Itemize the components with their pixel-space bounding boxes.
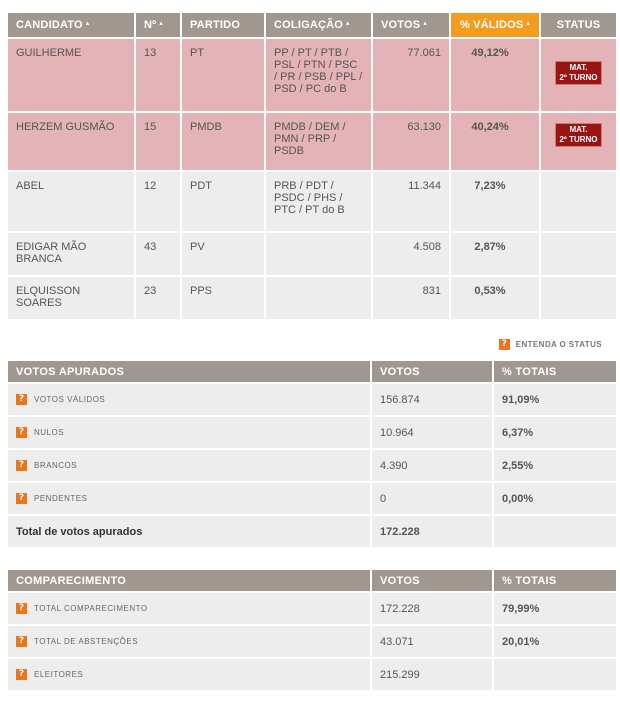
summary-votes: 215.299 xyxy=(372,659,492,690)
sort-arrow-icon: ▴ xyxy=(159,20,164,27)
candidate-status xyxy=(541,113,616,170)
candidate-votes: 4.508 xyxy=(373,233,449,275)
candidate-pct: 7,23% xyxy=(451,172,539,231)
summary-row xyxy=(8,483,616,514)
summary-row xyxy=(8,659,616,690)
candidate-party: PV xyxy=(182,233,264,275)
summary-row xyxy=(8,417,616,448)
summary-votes: 156.874 xyxy=(372,384,492,415)
candidate-party: PDT xyxy=(182,172,264,231)
help-icon: ? xyxy=(499,339,510,350)
votos-apurados-table xyxy=(6,359,618,549)
candidate-status xyxy=(541,39,616,111)
summary-label: ? PENDENTES xyxy=(8,483,370,514)
total-row xyxy=(8,516,616,547)
total-label: Total de votos apurados xyxy=(8,516,370,547)
candidate-pct: 49,12% xyxy=(451,39,539,111)
summary-pct xyxy=(494,659,616,690)
help-icon[interactable]: ? xyxy=(16,669,27,680)
summary-pct: 2,55% xyxy=(494,450,616,481)
candidate-row xyxy=(8,233,616,275)
votos-apurados-header-row xyxy=(8,361,616,382)
help-icon[interactable]: ? xyxy=(16,636,27,647)
sort-arrow-icon: ▴ xyxy=(346,20,350,27)
sort-arrow-icon: ▴ xyxy=(423,20,428,27)
help-icon[interactable]: ? xyxy=(16,493,27,504)
summary-pct: 91,09% xyxy=(494,384,616,415)
col-header-votos[interactable]: VOTOS ▴ xyxy=(373,13,449,37)
help-icon[interactable]: ? xyxy=(16,394,27,405)
candidate-number: 23 xyxy=(136,277,180,319)
candidate-row xyxy=(8,277,616,319)
status-badge: MAT. 2º TURNO xyxy=(555,61,601,85)
col-header-votos: VOTOS xyxy=(372,570,492,591)
help-icon[interactable]: ? xyxy=(16,427,27,438)
summary-label: ? NULOS xyxy=(8,417,370,448)
summary-label: ? BRANCOS xyxy=(8,450,370,481)
summary-row xyxy=(8,384,616,415)
summary-row xyxy=(8,593,616,624)
candidate-coalition: PRB / PDT / PSDC / PHS / PTC / PT do B xyxy=(266,172,371,231)
col-header-status: STATUS xyxy=(541,13,616,37)
candidate-row xyxy=(8,172,616,231)
summary-label: ? TOTAL COMPARECIMENTO xyxy=(8,593,370,624)
candidate-number: 13 xyxy=(136,39,180,111)
summary-votes: 10.964 xyxy=(372,417,492,448)
col-header-candidato[interactable]: CANDIDATO ▴ xyxy=(8,13,134,37)
candidate-party: PMDB xyxy=(182,113,264,170)
col-header-numero[interactable]: Nº ▴ xyxy=(136,13,180,37)
total-votes: 172.228 xyxy=(372,516,492,547)
col-header-totais: % TOTAIS xyxy=(494,570,616,591)
sort-arrow-icon: ▴ xyxy=(85,20,90,27)
candidate-coalition: PP / PT / PTB / PSL / PTN / PSC / PR / PSB / PPL / PSD / PC do B xyxy=(266,39,371,111)
status-help-link[interactable] xyxy=(499,339,602,350)
comparecimento-title: COMPARECIMENTO xyxy=(8,570,370,591)
col-header-validos[interactable]: % VÁLIDOS ▴ xyxy=(451,13,539,37)
candidate-coalition: PMDB / DEM / PMN / PRP / PSDB xyxy=(266,113,371,170)
candidate-pct: 2,87% xyxy=(451,233,539,275)
votos-apurados-title: VOTOS APURADOS xyxy=(8,361,370,382)
summary-pct: 20,01% xyxy=(494,626,616,657)
candidate-status xyxy=(541,172,616,231)
candidate-coalition xyxy=(266,233,371,275)
candidate-votes: 11.344 xyxy=(373,172,449,231)
summary-votes: 43.071 xyxy=(372,626,492,657)
summary-label: ? ELEITORES xyxy=(8,659,370,690)
sort-arrow-icon: ▴ xyxy=(526,20,531,27)
help-icon[interactable]: ? xyxy=(16,460,27,471)
summary-label: ? TOTAL DE ABSTENÇÕES xyxy=(8,626,370,657)
col-header-coligacao[interactable]: COLIGAÇÃO ▴ xyxy=(266,13,371,37)
candidate-status xyxy=(541,277,616,319)
candidate-status xyxy=(541,233,616,275)
col-header-partido: PARTIDO xyxy=(182,13,264,37)
summary-votes: 4.390 xyxy=(372,450,492,481)
candidates-table xyxy=(6,11,618,321)
candidate-votes: 831 xyxy=(373,277,449,319)
help-icon[interactable]: ? xyxy=(16,603,27,614)
summary-pct: 79,99% xyxy=(494,593,616,624)
candidate-pct: 40,24% xyxy=(451,113,539,170)
summary-votes: 172.228 xyxy=(372,593,492,624)
candidate-number: 15 xyxy=(136,113,180,170)
col-header-votos: VOTOS xyxy=(372,361,492,382)
col-header-totais: % TOTAIS xyxy=(494,361,616,382)
candidate-row xyxy=(8,39,616,111)
summary-row xyxy=(8,450,616,481)
candidate-party: PPS xyxy=(182,277,264,319)
candidate-name: EDIGAR MÃO BRANCA xyxy=(8,233,134,275)
candidate-row xyxy=(8,113,616,170)
status-help-label: ENTENDA O STATUS xyxy=(515,340,602,349)
candidate-number: 12 xyxy=(136,172,180,231)
candidate-name: ABEL xyxy=(8,172,134,231)
summary-row xyxy=(8,626,616,657)
total-pct xyxy=(494,516,616,547)
summary-pct: 0,00% xyxy=(494,483,616,514)
candidates-header-row xyxy=(8,13,616,37)
candidate-pct: 0,53% xyxy=(451,277,539,319)
candidate-name: ELQUISSON SOARES xyxy=(8,277,134,319)
candidate-votes: 63.130 xyxy=(373,113,449,170)
summary-pct: 6,37% xyxy=(494,417,616,448)
candidate-party: PT xyxy=(182,39,264,111)
summary-label: ? VOTOS VÁLIDOS xyxy=(8,384,370,415)
comparecimento-table xyxy=(6,568,618,692)
candidate-coalition xyxy=(266,277,371,319)
status-badge: MAT. 2º TURNO xyxy=(555,123,601,147)
candidate-name: GUILHERME xyxy=(8,39,134,111)
summary-votes: 0 xyxy=(372,483,492,514)
candidate-number: 43 xyxy=(136,233,180,275)
candidate-votes: 77.061 xyxy=(373,39,449,111)
comparecimento-header-row xyxy=(8,570,616,591)
candidate-name: HERZEM GUSMÃO xyxy=(8,113,134,170)
